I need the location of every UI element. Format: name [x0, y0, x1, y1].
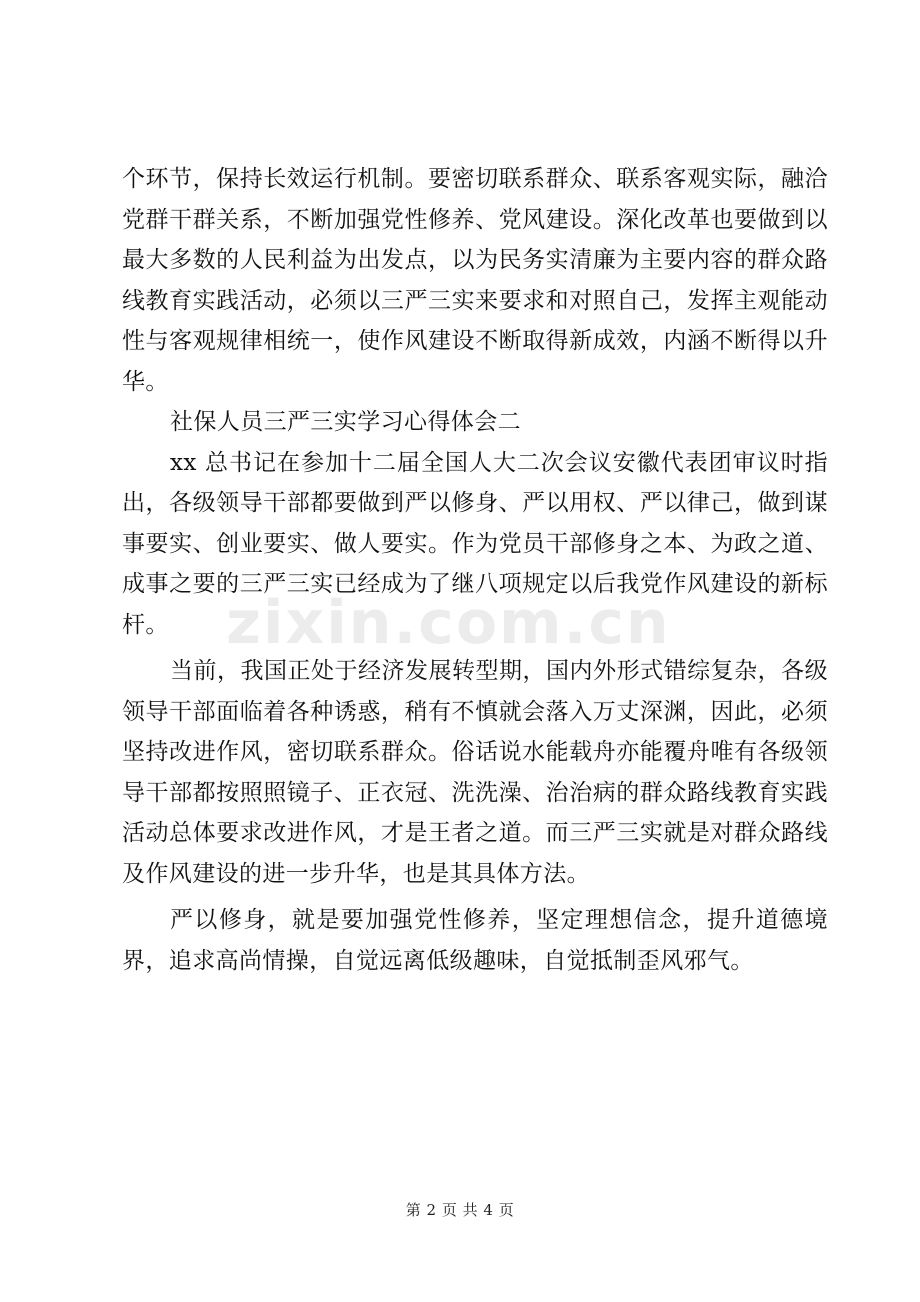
paragraph-self-cultivation: 严以修身，就是要加强党性修养，坚定理想信念，提升道德境界，追求高尚情操，自觉远离低级趣味，自觉抵制歪风邪气。	[122, 907, 828, 974]
page-footer: 第 2 页 共 4 页	[405, 1201, 515, 1219]
paragraph-intro: xx 总书记在参加十二届全国人大二次会议安徽代表团审议时指出，各级领导干部都要做到严以修身、严以用权、严以律己，做到谋事要实、创业要实、做人要实。作为党员干部修身之本、为政之道、成事之要的三严三实已经成为了继八项规定以后我党作风建设的新标杆。	[122, 449, 828, 638]
watermark: zixin.com.cn	[226, 588, 671, 658]
paragraph-continuation: 个环节，保持长效运行机制。要密切联系群众、联系客观实际，融洽党群干群关系，不断加强党性修养、党风建设。深化改革也要做到以最大多数的人民利益为出发点，以为民务实清廉为主要内容的群众路线教育实践活动，必须以三严三实来要求和对照自己，发挥主观能动性与客观规律相统一，使作风建设不断取得新成效，内涵不断得以升华。	[122, 166, 828, 395]
document-body	[122, 159, 828, 981]
section-heading: 社保人员三严三实学习心得体会二	[170, 409, 521, 435]
paragraph-current-situation: 当前，我国正处于经济发展转型期，国内外形式错综复杂，各级领导干部面临着各种诱惑，稍有不慎就会落入万丈深渊，因此，必须坚持改进作风，密切联系群众。俗话说水能载舟亦能覆舟唯有各级领导干部都按照照镜子、正衣冠、洗洗澡、治治病的群众路线教育实践活动总体要求改进作风，才是王者之道。而三严三实就是对群众路线及作风建设的进一步升华，也是其具体方法。	[122, 658, 828, 887]
